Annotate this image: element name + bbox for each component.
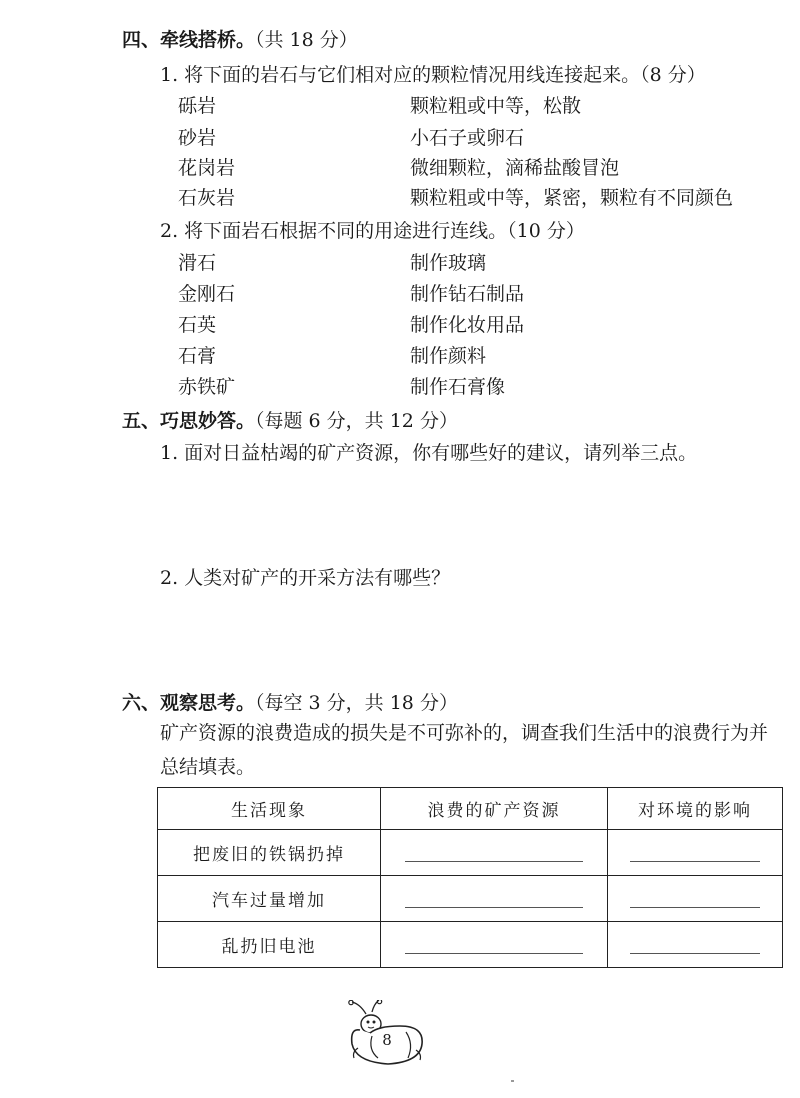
phenomenon-cell: 乱扔旧电池 <box>158 922 381 968</box>
answer-blank[interactable] <box>630 935 760 954</box>
resource-answer-cell[interactable] <box>381 830 608 876</box>
rock-item: 砾岩 <box>178 95 217 117</box>
section-4-q2-prompt: 2. 将下面岩石根据不同的用途进行连线。（10 分） <box>160 220 585 242</box>
column-header: 浪费的矿产资源 <box>381 788 608 830</box>
grain-item: 颗粒粗或中等，紧密，颗粒有不同颜色 <box>410 187 734 209</box>
section-4-points: （共 18 分） <box>255 29 358 51</box>
use-item: 制作颜料 <box>410 345 487 367</box>
answer-blank[interactable] <box>630 843 760 862</box>
section-4-q1-prompt: 1. 将下面的岩石与它们相对应的颗粒情况用线连接起来。（8 分） <box>160 64 706 86</box>
impact-answer-cell[interactable] <box>608 922 783 968</box>
section-4-title: 四、牵线搭桥。 <box>122 29 256 51</box>
answer-blank[interactable] <box>405 843 583 862</box>
section-5-q2: 2. 人类对矿产的开采方法有哪些？ <box>160 567 451 589</box>
section-5-heading <box>122 408 458 434</box>
rock-item: 石灰岩 <box>178 187 236 209</box>
table-header-row <box>158 788 783 830</box>
rock-item: 花岗岩 <box>178 157 236 179</box>
resource-answer-cell[interactable] <box>381 922 608 968</box>
column-header: 生活现象 <box>158 788 381 830</box>
section-5-points: （每题 6 分，共 12 分） <box>255 410 458 432</box>
answer-blank[interactable] <box>405 889 583 908</box>
table-row <box>158 922 783 968</box>
section-4-heading <box>122 27 358 53</box>
use-item: 制作石膏像 <box>410 376 506 398</box>
section-6-points: （每空 3 分，共 18 分） <box>255 692 458 714</box>
rock-item: 砂岩 <box>178 127 217 149</box>
mineral-item: 石英 <box>178 314 217 336</box>
phenomenon-cell: 汽车过量增加 <box>158 876 381 922</box>
grain-item: 微细颗粒，滴稀盐酸冒泡 <box>410 157 620 179</box>
column-header: 对环境的影响 <box>608 788 783 830</box>
mineral-item: 石膏 <box>178 345 217 367</box>
waste-survey-table <box>157 787 783 968</box>
section-6-title: 六、观察思考。 <box>122 692 256 714</box>
section-6-heading <box>122 690 458 716</box>
section-5-q1: 1. 面对日益枯竭的矿产资源，你有哪些好的建议，请列举三点。 <box>160 442 698 464</box>
page-number: 8 <box>382 1031 392 1049</box>
section-6-intro: 矿产资源的浪费造成的损失是不可弥补的，调查我们生活中的浪费行为并总结填表。 <box>160 722 769 778</box>
mineral-item: 赤铁矿 <box>178 376 236 398</box>
use-item: 制作化妆用品 <box>410 314 525 336</box>
impact-answer-cell[interactable] <box>608 830 783 876</box>
scan-speck <box>511 1080 514 1082</box>
use-item: 制作玻璃 <box>410 252 487 274</box>
table-row <box>158 876 783 922</box>
mineral-item: 滑石 <box>178 252 217 274</box>
grain-item: 小石子或卵石 <box>410 127 525 149</box>
phenomenon-cell: 把废旧的铁锅扔掉 <box>158 830 381 876</box>
answer-blank[interactable] <box>630 889 760 908</box>
table-row <box>158 830 783 876</box>
mineral-item: 金刚石 <box>178 283 236 305</box>
use-item: 制作钻石制品 <box>410 283 525 305</box>
resource-answer-cell[interactable] <box>381 876 608 922</box>
section-5-title: 五、巧思妙答。 <box>122 410 256 432</box>
impact-answer-cell[interactable] <box>608 876 783 922</box>
answer-blank[interactable] <box>405 935 583 954</box>
grain-item: 颗粒粗或中等，松散 <box>410 95 582 117</box>
